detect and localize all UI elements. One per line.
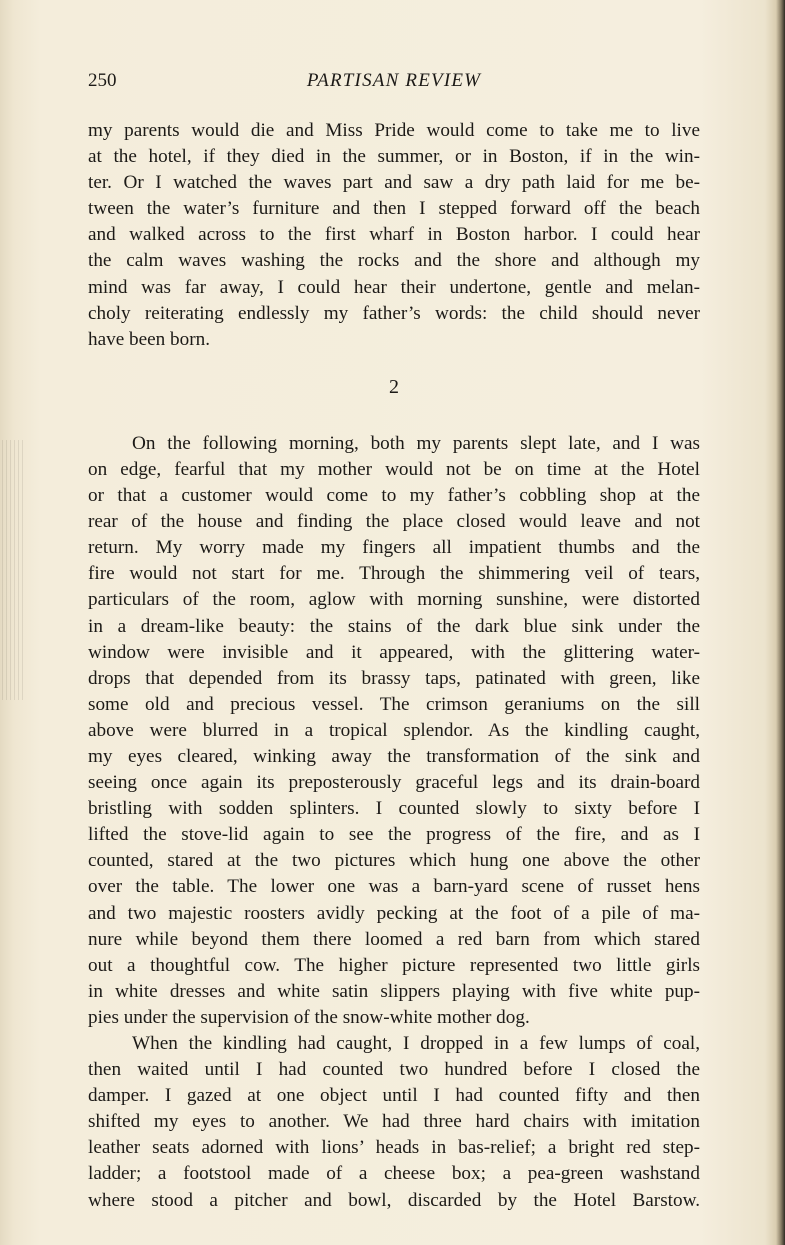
- text-line: in white dresses and white satin slippers playing with five white pup-: [88, 980, 700, 1002]
- text-line: When the kindling had caught, I dropped in a few lumps of coal,: [132, 1033, 700, 1054]
- text-line: in a dream-like beauty: the stains of the dark blue sink under the: [88, 615, 700, 637]
- text-line: drops that depended from its brassy taps, patinated with green, like: [88, 667, 700, 689]
- text-line: some old and precious vessel. The crimson geraniums on the sill: [88, 693, 700, 715]
- text-line: particulars of the room, aglow with morning sunshine, were distorted: [88, 589, 700, 611]
- text-line: then waited until I had counted two hundred before I closed the: [88, 1059, 700, 1081]
- text-line: ter. Or I watched the waves part and saw a dry path laid for me be-: [88, 172, 700, 194]
- text-line: seeing once again its preposterously graceful legs and its drain-board: [88, 772, 700, 794]
- text-line: out a thoughtful cow. The higher picture represented two little girls: [88, 954, 700, 976]
- text-line: where stood a pitcher and bowl, discarded by the Hotel Barstow.: [88, 1189, 700, 1211]
- paragraph-3: [88, 1031, 700, 1214]
- text-line: return. My worry made my fingers all impatient thumbs and the: [88, 537, 700, 559]
- paragraph-2: [88, 431, 700, 1031]
- text-line: on edge, fearful that my mother would not be on time at the Hotel: [88, 458, 700, 480]
- text-line: mind was far away, I could hear their undertone, gentle and melan-: [88, 276, 700, 298]
- text-line: above were blurred in a tropical splendor. As the kindling caught,: [88, 719, 700, 741]
- text-line: shifted my eyes to another. We had three hard chairs with imitation: [88, 1111, 700, 1133]
- text-line: or that a customer would come to my father’s cobbling shop at the: [88, 485, 700, 507]
- text-line: counted, stared at the two pictures which hung one above the other: [88, 850, 700, 872]
- text-line: choly reiterating endlessly my father’s words: the child should never: [88, 302, 700, 324]
- text-line: and walked across to the first wharf in Boston harbor. I could hear: [88, 224, 700, 246]
- paragraph-1: [88, 118, 700, 353]
- text-line: my eyes cleared, winking away the transformation of the sink and: [88, 745, 700, 767]
- text-line: nure while beyond them there loomed a red barn from which stared: [88, 928, 700, 950]
- page-header: [88, 68, 700, 94]
- text-line: rear of the house and finding the place closed would leave and not: [88, 511, 700, 533]
- page-number: 250: [88, 70, 117, 91]
- text-line: pies under the supervision of the snow-white mother dog.: [88, 1006, 530, 1028]
- text-line: my parents would die and Miss Pride would come to take me to live: [88, 120, 700, 141]
- text-line: tween the water’s furniture and then I stepped forward off the beach: [88, 198, 700, 220]
- text-line: at the hotel, if they died in the summer, or in Boston, if in the win-: [88, 146, 700, 168]
- text-line: ladder; a footstool made of a cheese box; a pea-green washstand: [88, 1163, 700, 1185]
- text-line: lifted the stove-lid again to see the progress of the fire, and as I: [88, 824, 700, 846]
- section-number: 2: [389, 375, 399, 398]
- text-line: leather seats adorned with lions’ heads in bas-relief; a bright red step-: [88, 1137, 700, 1159]
- text-line: the calm waves washing the rocks and the shore and although my: [88, 250, 700, 272]
- text-line: On the following morning, both my parents slept late, and I was: [132, 432, 700, 454]
- running-head: PARTISAN REVIEW: [306, 70, 482, 91]
- text-line: damper. I gazed at one object until I had counted fifty and then: [88, 1085, 700, 1107]
- body-text: [88, 118, 700, 1214]
- text-line: window were invisible and it appeared, with the glittering water-: [88, 641, 700, 663]
- text-line: have been born.: [88, 328, 211, 350]
- text-line: and two majestic roosters avidly pecking at the foot of a pile of ma-: [88, 902, 700, 924]
- text-line: over the table. The lower one was a barn-yard scene of russet hens: [88, 876, 700, 898]
- text-line: bristling with sodden splinters. I counted slowly to sixty before I: [88, 798, 700, 820]
- text-line: fire would not start for me. Through the shimmering veil of tears,: [88, 563, 700, 585]
- gutter-shadow: [2, 440, 24, 700]
